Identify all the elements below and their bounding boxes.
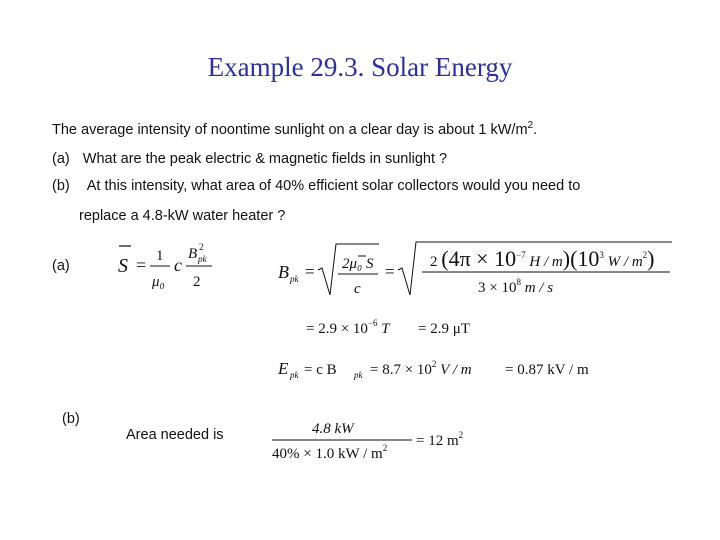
area-denominator: 40% × 1.0 kW / $m^2$ [272,443,388,462]
eq-c: c [174,255,182,275]
b-symbol: B [278,262,289,282]
e-symbol: E [278,359,289,378]
b-denominator: c [354,281,361,297]
b-value-micro: = 2.9 μT [418,321,470,337]
intro-text [52,120,537,138]
intro-superscript: 2 [527,120,534,131]
eq-pk-subscript: pk [198,254,207,264]
question-b-line2: replace a 4.8-kW water heater ? [79,208,286,224]
e-value: = $8.7 \times 10^2$ V / m [370,359,472,378]
eq-equals: = [136,255,147,275]
answer-a-label: (a) [52,258,70,274]
b-pk-subscript: pk [290,274,299,284]
intro-period: . [533,121,538,138]
b-equals-2: = [385,262,395,281]
answer-b-label: (b) [62,411,80,427]
question-b-text-line1: At this intensity, what area of 40% efficient solar collectors would you need to [86,178,581,194]
intensity-equation [112,238,232,298]
b-value: = $2.9 \times 10^{-6}$ T [306,318,390,337]
area-equation [268,416,488,466]
slide-title: Example 29.3. Solar Energy [207,52,513,82]
b-value-line [300,312,500,342]
e-pk-subscript-2: pk [354,370,363,380]
eq-mu0: μ₀ [152,274,165,290]
e-pk-subscript: pk [290,370,299,380]
question-b [52,178,580,194]
area-numerator: 4.8 kW [312,421,354,437]
question-a-text: What are the peak electric & magnetic fields in sunlight ? [82,151,448,167]
b-equals: = [305,262,315,281]
eq-b-peak: B [188,246,198,262]
b-numerator: 2μ₀ S [342,256,374,272]
eq-s-symbol: S [118,255,128,277]
question-b-label: (b) [52,178,70,194]
area-result: = 12 $m^2$ [416,430,464,449]
intro-sentence: The average intensity of noontime sunlight on a clear day is about 1 kW/m [52,121,528,138]
e-equals-cb: = c B [304,362,337,378]
question-a [52,151,447,167]
eq-one: 1 [156,248,164,264]
area-needed-label: Area needed is [126,427,224,443]
b-numerator-2: 2 ($4\pi \times 10^{-7}$ H / $m)(10^3$ W / $m^2$) [430,246,655,271]
eq-square: 2 [199,242,204,252]
e-value-kv: = 0.87 kV / m [505,362,589,378]
eq-two: 2 [193,274,201,290]
question-a-label: (a) [52,151,70,167]
b-peak-equation [272,240,682,300]
b-denominator-2: $3 \times 10^8$ m / s [478,277,554,296]
e-peak-line [272,353,632,383]
